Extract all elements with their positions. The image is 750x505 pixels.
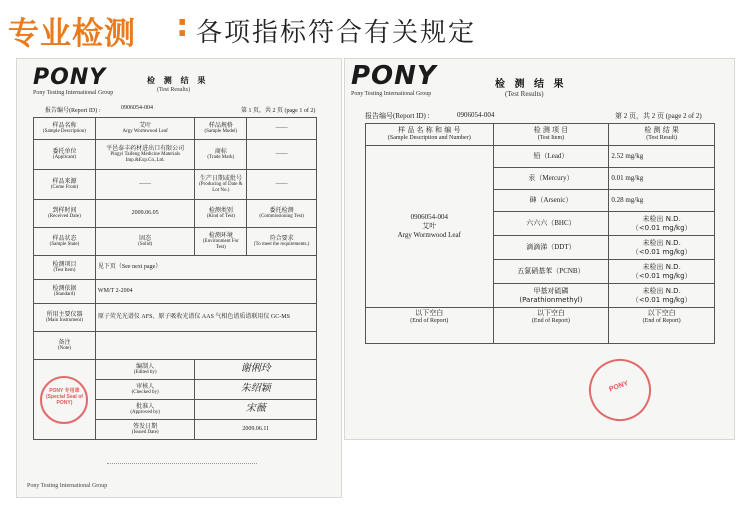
pony-logo: PONY bbox=[33, 65, 107, 90]
report-id-label: 报告编号(Report ID) : bbox=[45, 108, 101, 114]
footer-address-strip bbox=[107, 463, 257, 477]
table-row: 样品来源 (Come From) —— 生产日期或批号 (Producing of Date & Lot No.) —— bbox=[34, 170, 317, 200]
table-row: 检测项目 (Test Item) 见下页（See next page） bbox=[34, 256, 317, 280]
page-number: 第 1 页，共 2 页 (page 1 of 2) bbox=[241, 108, 316, 114]
report-id-label: 报告编号(Report ID) : bbox=[365, 112, 430, 120]
approver-signature: 宋薇 bbox=[195, 400, 317, 420]
pony-logo: PONY bbox=[351, 61, 437, 91]
table-row: 甲基对硫磷 (Parathionmethyl) 未检出 N.D. （<0.01 mg/kg） bbox=[366, 284, 715, 308]
sample-cell: 0906054-004 艾叶 Argy Wormwood Leaf bbox=[366, 146, 494, 308]
report-page-1 bbox=[16, 58, 342, 498]
doc-title: 检 测 结 果 bbox=[495, 79, 567, 90]
doc-title-en: (Test Results) bbox=[157, 87, 191, 93]
table-row: 以下空白 (End of Report) 以下空白 (End of Report) 以下空白 (End of Report) bbox=[366, 308, 715, 344]
banner-caption: 各项指标符合有关规定 bbox=[196, 18, 477, 48]
table-row: 汞（Mercury） 0.01 mg/kg bbox=[366, 168, 715, 190]
table-row: 滴滴涕（DDT） 未检出 N.D. （<0.01 mg/kg） bbox=[366, 236, 715, 260]
table-row: 六六六（BHC） 未检出 N.D. （<0.01 mg/kg） bbox=[366, 212, 715, 236]
editor-signature: 谢俐玲 bbox=[195, 360, 317, 380]
table-row: 到样时间 (Received Date) 2009.06.05 检测类别 (Kind of Test) 委托检测 (Commissioning Test) bbox=[34, 200, 317, 228]
report-id: 0906054-004 bbox=[121, 105, 153, 111]
table-header-row: 样 品 名 称 和 编 号 (Sample Description and Number) 检 测 项 目 (Test Item) 检 测 结 果 (Test Result) bbox=[366, 124, 715, 146]
table-row: 0906054-004 艾叶 Argy Wormwood Leaf 铅（Lead） 2.52 mg/kg bbox=[366, 146, 715, 168]
report-info-table bbox=[33, 117, 317, 440]
table-row: 样品状态 (Sample State) 固态 (Solid) 检测环境 (Environment For Test) 符合要求 (To meet the requirements.) bbox=[34, 228, 317, 256]
report-id: 0906054-004 bbox=[457, 111, 495, 119]
doc-title-en: (Test Results) bbox=[505, 90, 544, 98]
table-row: 备注 (Note) bbox=[34, 332, 317, 360]
table-row: 检测依据 (Standard) WM/T 2-2004 bbox=[34, 280, 317, 304]
checker-signature: 朱绍颖 bbox=[195, 380, 317, 400]
official-seal-stamp: PONY bbox=[580, 350, 659, 429]
test-results-table bbox=[365, 123, 715, 344]
page-number: 第 2 页，共 2 页 (page 2 of 2) bbox=[615, 112, 702, 120]
table-row: 委托单位 (Applicant) 平邑泰丰药材进出口有限公司 Pingyi Taifeng Medicine Materials Imp.&Exp.Co.,Ltd. 商标 (Trade Mark) —— bbox=[34, 140, 317, 170]
logo-subtitle: Pony Testing International Group bbox=[351, 91, 432, 97]
table-row: PONY 专用章 (Special Seal of PONY) 编制人 (Edited by) 谢俐玲 bbox=[34, 360, 317, 380]
table-row: 签发日期 (Issued Date) 2009.06.11 bbox=[34, 420, 317, 440]
table-row: 批准人 (Approved by) 宋薇 bbox=[34, 400, 317, 420]
table-row: 样品名称 (Sample Description) 艾叶 Argy Wormwood Leaf 样品规格 (Sample Model) —— bbox=[34, 118, 317, 140]
table-row: 所用主要仪器 (Main Instrument) 原子荧光光谱仪 AFS、原子吸收光谱仪 AAS 气相色谱质谱联用仪 GC-MS bbox=[34, 304, 317, 332]
report-page-2 bbox=[344, 58, 735, 440]
banner-colon: : bbox=[176, 8, 189, 44]
table-row: 五氯硝基苯（PCNB） 未检出 N.D. （<0.01 mg/kg） bbox=[366, 260, 715, 284]
doc-title: 检 测 结 果 bbox=[147, 76, 209, 85]
table-row: 审核人 (Checked by) 朱绍颖 bbox=[34, 380, 317, 400]
footer-company: Pony Testing International Group bbox=[27, 483, 108, 489]
banner-highlight-text: 专业检测 bbox=[8, 16, 136, 52]
official-seal-stamp: PONY 专用章 (Special Seal of PONY) bbox=[40, 376, 88, 424]
logo-subtitle: Pony Testing International Group bbox=[33, 90, 114, 96]
table-row: 砷（Arsenic） 0.28 mg/kg bbox=[366, 190, 715, 212]
header-banner bbox=[0, 0, 750, 56]
